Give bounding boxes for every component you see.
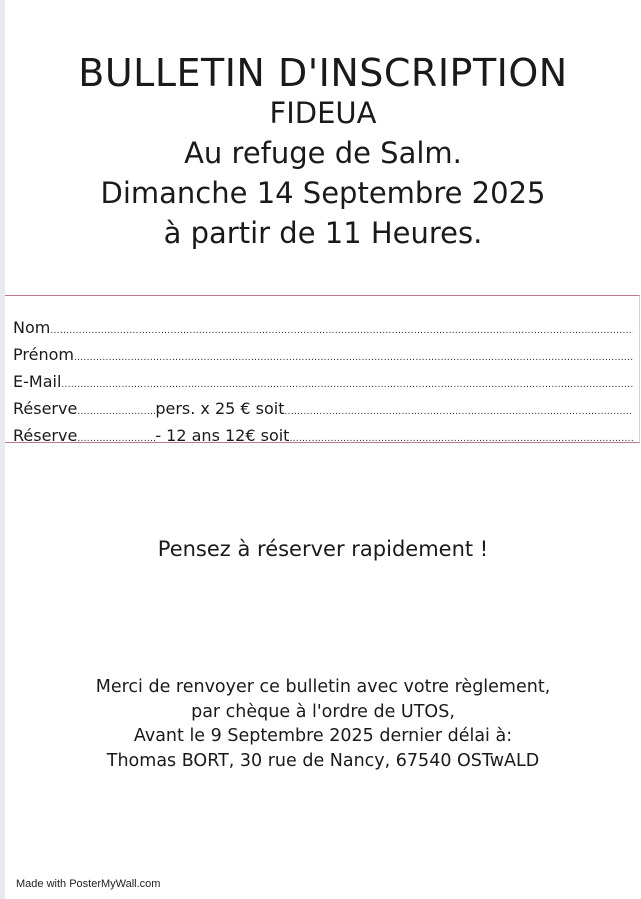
form-label-reserve: Réserve	[13, 399, 78, 418]
form-label-prenom: Prénom	[13, 345, 74, 364]
reminder-text: Pensez à réserver rapidement !	[157, 537, 489, 561]
form-line-prenom	[13, 343, 633, 370]
fill-in-line	[74, 347, 633, 370]
fill-in-line	[50, 320, 633, 343]
form-price-child: - 12 ans 12€ soit	[155, 426, 290, 445]
instructions-line-3: Avant le 9 Septembre 2025 dernier délai à:	[133, 726, 513, 746]
event-date: Dimanche 14 Septembre 2025	[100, 176, 546, 210]
form-label-email: E-Mail	[13, 372, 62, 391]
form-line-reserve-child	[13, 424, 633, 451]
event-details	[5, 93, 641, 253]
form-line-nom	[13, 316, 633, 343]
form-price-adult: pers. x 25 € soit	[155, 399, 285, 418]
form-label-reserve: Réserve	[13, 426, 78, 445]
return-instructions	[5, 675, 641, 773]
flyer-page	[5, 0, 641, 899]
instructions-line-2: par chèque à l'ordre de UTOS,	[191, 701, 455, 722]
fill-in-line	[61, 374, 633, 397]
form-label-nom: Nom	[13, 318, 51, 337]
event-time: à partir de 11 Heures.	[163, 216, 483, 250]
made-with-credit: Made with PosterMyWall.com	[16, 878, 161, 890]
instructions-line-1: Merci de renvoyer ce bulletin avec votre règlement,	[95, 677, 551, 697]
flyer-title: BULLETIN D'INSCRIPTION	[78, 51, 568, 96]
fill-in-line	[289, 428, 633, 451]
fill-in-line-short	[77, 401, 155, 424]
registration-form	[5, 295, 640, 443]
event-name: FIDEUA	[269, 96, 377, 130]
fill-in-line	[285, 401, 633, 424]
form-line-reserve-adult	[13, 397, 633, 424]
event-location: Au refuge de Salm.	[184, 136, 462, 170]
fill-in-line-short	[77, 428, 155, 451]
instructions-line-4: Thomas BORT, 30 rue de Nancy, 67540 OSTwALD	[106, 750, 540, 771]
form-line-email	[13, 370, 633, 397]
